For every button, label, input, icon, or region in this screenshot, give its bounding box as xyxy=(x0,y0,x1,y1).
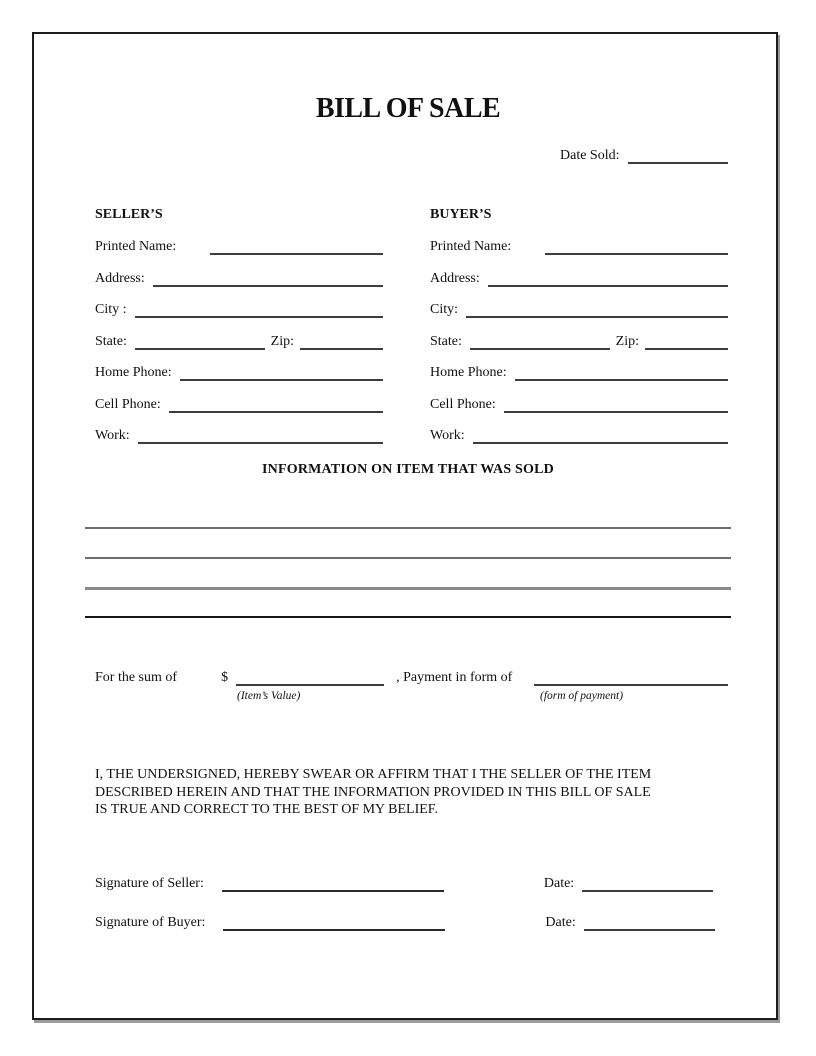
affirmation-line-3: IS TRUE AND CORRECT TO THE BEST OF MY BELIEF. xyxy=(95,802,438,818)
seller-state-label: State: xyxy=(95,333,127,349)
seller-city-field[interactable] xyxy=(135,301,383,318)
buyer-work-label: Work: xyxy=(430,428,465,443)
seller-cell-phone-row xyxy=(95,381,383,413)
seller-printed-name-row xyxy=(95,224,383,256)
buyer-section xyxy=(430,206,728,444)
buyer-city-row xyxy=(430,287,728,319)
seller-address-label: Address: xyxy=(95,270,145,286)
buyer-signature-label: Signature of Buyer: xyxy=(95,914,206,930)
item-description-line-4[interactable] xyxy=(85,616,731,618)
buyer-address-field[interactable] xyxy=(488,270,728,287)
item-description-line-1[interactable] xyxy=(85,527,731,529)
payment-form-field[interactable] xyxy=(534,669,728,686)
seller-city-label: City : xyxy=(95,302,127,317)
affirmation-line-2: DESCRIBED HEREIN AND THAT THE INFORMATION PROVIDED IN THIS BILL OF SALE xyxy=(95,784,651,800)
buyer-cell-phone-row xyxy=(430,381,728,413)
item-description-line-3[interactable] xyxy=(85,587,731,590)
item-info-heading: INFORMATION ON ITEM THAT WAS SOLD xyxy=(262,462,554,477)
buyer-cell-phone-field[interactable] xyxy=(504,396,728,413)
seller-printed-name-field[interactable] xyxy=(210,238,383,255)
buyer-city-label: City: xyxy=(430,302,459,317)
buyer-state-zip-row xyxy=(430,318,728,350)
date-sold-row xyxy=(560,146,728,164)
seller-zip-field[interactable] xyxy=(300,333,383,350)
buyer-cell-phone-label: Cell Phone: xyxy=(430,396,496,412)
buyer-state-field[interactable] xyxy=(470,333,610,350)
buyer-home-phone-field[interactable] xyxy=(515,364,728,381)
affirmation-paragraph xyxy=(95,766,651,819)
buyer-state-label: State: xyxy=(430,333,462,349)
seller-city-row xyxy=(95,287,383,319)
sum-row xyxy=(95,668,728,686)
seller-state-field[interactable] xyxy=(135,333,265,350)
seller-work-field[interactable] xyxy=(138,427,383,444)
seller-signature-field[interactable] xyxy=(222,875,444,892)
buyer-section-header: BUYER’S xyxy=(430,207,492,222)
buyer-printed-name-label: Printed Name: xyxy=(430,239,512,254)
form-title: BILL OF SALE xyxy=(315,93,501,124)
seller-address-row xyxy=(95,255,383,287)
seller-zip-label: Zip: xyxy=(270,333,294,349)
seller-home-phone-field[interactable] xyxy=(180,364,383,381)
payment-form-label: , Payment in form of xyxy=(396,670,513,685)
seller-signature-label: Signature of Seller: xyxy=(95,876,204,891)
item-description-line-2[interactable] xyxy=(85,557,731,559)
date-sold-label: Date Sold: xyxy=(560,148,620,163)
buyer-printed-name-field[interactable] xyxy=(545,238,728,255)
buyer-home-phone-row xyxy=(430,350,728,382)
seller-address-field[interactable] xyxy=(153,270,383,287)
seller-cell-phone-label: Cell Phone: xyxy=(95,396,161,412)
buyer-zip-field[interactable] xyxy=(645,333,728,350)
sum-prefix-label: For the sum of xyxy=(95,670,178,685)
seller-printed-name-label: Printed Name: xyxy=(95,239,177,254)
seller-section-header: SELLER’S xyxy=(95,207,163,222)
buyer-printed-name-row xyxy=(430,224,728,256)
seller-home-phone-row xyxy=(95,350,383,382)
seller-work-row xyxy=(95,413,383,445)
seller-signature-row xyxy=(95,874,728,892)
payment-form-caption: (form of payment) xyxy=(540,690,624,702)
seller-section xyxy=(95,206,383,444)
buyer-work-row xyxy=(430,413,728,445)
buyer-zip-label: Zip: xyxy=(615,333,639,349)
buyer-signature-row xyxy=(95,913,728,931)
seller-work-label: Work: xyxy=(95,428,130,443)
seller-state-zip-row xyxy=(95,318,383,350)
seller-date-label: Date: xyxy=(543,876,575,891)
buyer-date-label: Date: xyxy=(545,914,576,930)
buyer-address-label: Address: xyxy=(430,270,480,286)
buyer-work-field[interactable] xyxy=(473,427,728,444)
date-sold-field[interactable] xyxy=(628,147,729,164)
buyer-city-field[interactable] xyxy=(466,301,728,318)
buyer-home-phone-label: Home Phone: xyxy=(430,365,507,380)
affirmation-line-1: I, THE UNDERSIGNED, HEREBY SWEAR OR AFFIRM THAT I THE SELLER OF THE ITEM xyxy=(95,767,652,782)
seller-cell-phone-field[interactable] xyxy=(169,396,383,413)
item-value-field[interactable] xyxy=(236,669,384,686)
buyer-address-row xyxy=(430,255,728,287)
seller-home-phone-label: Home Phone: xyxy=(95,365,172,380)
seller-date-field[interactable] xyxy=(582,875,713,892)
dollar-sign: $ xyxy=(221,670,229,685)
item-value-caption: (Item’s Value) xyxy=(237,690,301,702)
page-border xyxy=(32,32,778,1020)
buyer-date-field[interactable] xyxy=(584,914,715,931)
buyer-signature-field[interactable] xyxy=(223,914,445,931)
